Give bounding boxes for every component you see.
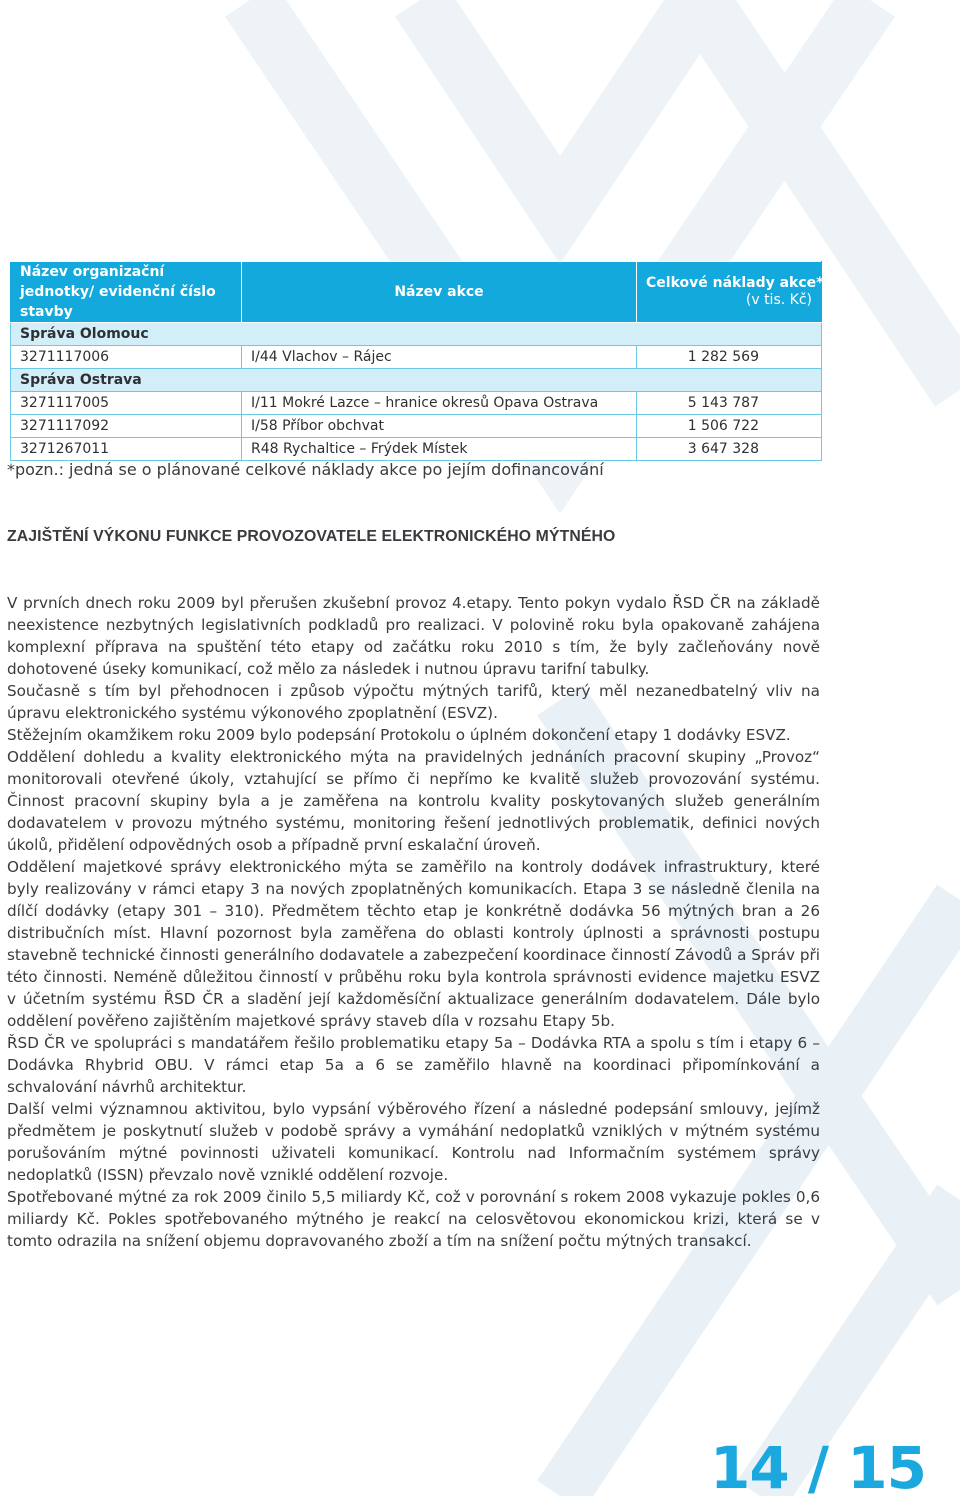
- cell-cost: 1 282 569: [637, 346, 822, 369]
- cell-code: 3271117005: [11, 392, 242, 415]
- paragraph: Oddělení majetkové správy elektronického mýta se zaměřilo na kontroly dodávek infrastruktury, které byly realizovány v rámci etapy 3 na nových zpoplatněných komunikacích. Etapa 3 se následně členila na dílčí dodávky (etapy 301 – 310). Předmětem těchto etap je konkrétně dodávka 56 mýtných bran a 26 distribučních míst. Hlavní pozornost byla zaměřena do oblasti kontroly úplnosti a správnosti postupu stavebně technické činnosti generálního dodavatele a zabezpečení koordinace činností Závodů a Správ při této činnosti. Neméně důležitou činností v průběhu roku byla kontrola správnosti evidence majetku ESVZ v účetním systému ŘSD ČR a sladění její každoměsíční aktualizace generálním dodavatelem. Dále bylo oddělení pověřeno zajištěním majetkové správy staveb díla v rozsahu Etapy 5b.: [7, 858, 820, 1030]
- body-text: [7, 592, 820, 1252]
- paragraph: Stěžejním okamžikem roku 2009 bylo podepsání Protokolu o úplném dokončení etapy 1 dodávky ESVZ.: [7, 726, 791, 744]
- cell-cost: 3 647 328: [637, 438, 822, 461]
- cell-cost: 5 143 787: [637, 392, 822, 415]
- table-header-row: [11, 262, 822, 323]
- header-unit-code: [11, 262, 242, 323]
- paragraph: Současně s tím byl přehodnocen i způsob výpočtu mýtných tarifů, který měl nezanedbatelný vliv na úpravu elektronického systému výkonového zpoplatnění (ESVZ).: [7, 682, 820, 722]
- cell-cost: 1 506 722: [637, 415, 822, 438]
- cell-action: I/44 Vlachov – Rájec: [242, 346, 637, 369]
- group-row: [11, 323, 822, 346]
- cell-code: 3271117092: [11, 415, 242, 438]
- group-row: [11, 369, 822, 392]
- header-total-cost: [637, 262, 822, 323]
- construction-costs-table: [10, 261, 822, 461]
- table-row: [11, 346, 822, 369]
- paragraph: V prvních dnech roku 2009 byl přerušen zkušební provoz 4.etapy. Tento pokyn vydalo ŘSD ČR na základě neexistence nezbytných legislativních podkladů pro realizaci. V polovině roku byla opakovaně zahájena komplexní příprava na spuštění této etapy od začátku roku 2010 s tím, že byly začleňovány nově dohotovené úseky komunikací, což mělo za následek i nutnou úpravu tarifní tabulky.: [7, 594, 820, 678]
- table-row: [11, 438, 822, 461]
- paragraph: ŘSD ČR ve spolupráci s mandatářem řešilo problematiku etapy 5a – Dodávka RTA a spolu s tím i etapy 6 – Dodávka Rhybrid OBU. V rámci etap 5a a 6 se zaměřilo hlavně na koordinaci připomínkování a schvalování návrhů architektur.: [7, 1034, 820, 1096]
- cell-code: 3271267011: [11, 438, 242, 461]
- header-action-name: [242, 262, 637, 323]
- cell-action: R48 Rychaltice – Frýdek Místek: [242, 438, 637, 461]
- table-footnote: *pozn.: jedná se o plánované celkové náklady akce po jejím dofinancování: [7, 460, 604, 479]
- section-heading: ZAJIŠTĚNÍ VÝKONU FUNKCE PROVOZOVATELE ELEKTRONICKÉHO MÝTNÉHO: [7, 528, 616, 545]
- table-row: [11, 415, 822, 438]
- group-name: Správa Ostrava: [11, 369, 822, 392]
- cell-code: 3271117006: [11, 346, 242, 369]
- header-total-cost-unit: (v tis. Kč): [745, 292, 812, 308]
- header-action-name-text: Název akce: [394, 284, 484, 300]
- header-unit-code-text: Název organizační jednotky/ evidenční číslo stavby: [20, 264, 216, 320]
- page-number: 14 / 15: [710, 1434, 926, 1502]
- header-total-cost-main: Celkové náklady akce*: [646, 275, 824, 291]
- cell-action: I/11 Mokré Lazce – hranice okresů Opava Ostrava: [242, 392, 637, 415]
- paragraph: Spotřebované mýtné za rok 2009 činilo 5,5 miliardy Kč, což v porovnání s rokem 2008 vykazuje pokles 0,6 miliardy Kč. Pokles spotřebovaného mýtného je reakcí na celosvětovou ekonomickou krizi, která se v tomto odrazila na snížení objemu dopravovaného zboží a tím na snížení počtu mýtných transakcí.: [7, 1188, 820, 1250]
- group-name: Správa Olomouc: [11, 323, 822, 346]
- cell-action: I/58 Příbor obchvat: [242, 415, 637, 438]
- paragraph: Další velmi významnou aktivitou, bylo vypsání výběrového řízení a následné podepsání smlouvy, jejímž předmětem je poskytnutí služeb v podobě správy a vymáhání nedoplatků vzniklých v mýtném systému porušováním mýtné povinnosti uživateli komunikací. Kontrolu nad Informačním systémem správy nedoplatků (ISSN) převzalo nově vzniklé oddělení rozvoje.: [7, 1100, 820, 1184]
- paragraph: Oddělení dohledu a kvality elektronického mýta na pravidelných jednáních pracovní skupiny „Provoz“ monitorovali otevřené úkoly, vztahující se přímo či nepřímo ke kvalitě služeb provozování systému. Činnost pracovní skupiny byla a je zaměřena na kontrolu kvality poskytovaných služeb generálním dodavatelem v provozu mýtného systému, monitoring řešení jednotlivých problematik, definici nových úkolů, přidělení odpovědných osob a případně první eskalační úroveň.: [7, 748, 820, 854]
- table-row: [11, 392, 822, 415]
